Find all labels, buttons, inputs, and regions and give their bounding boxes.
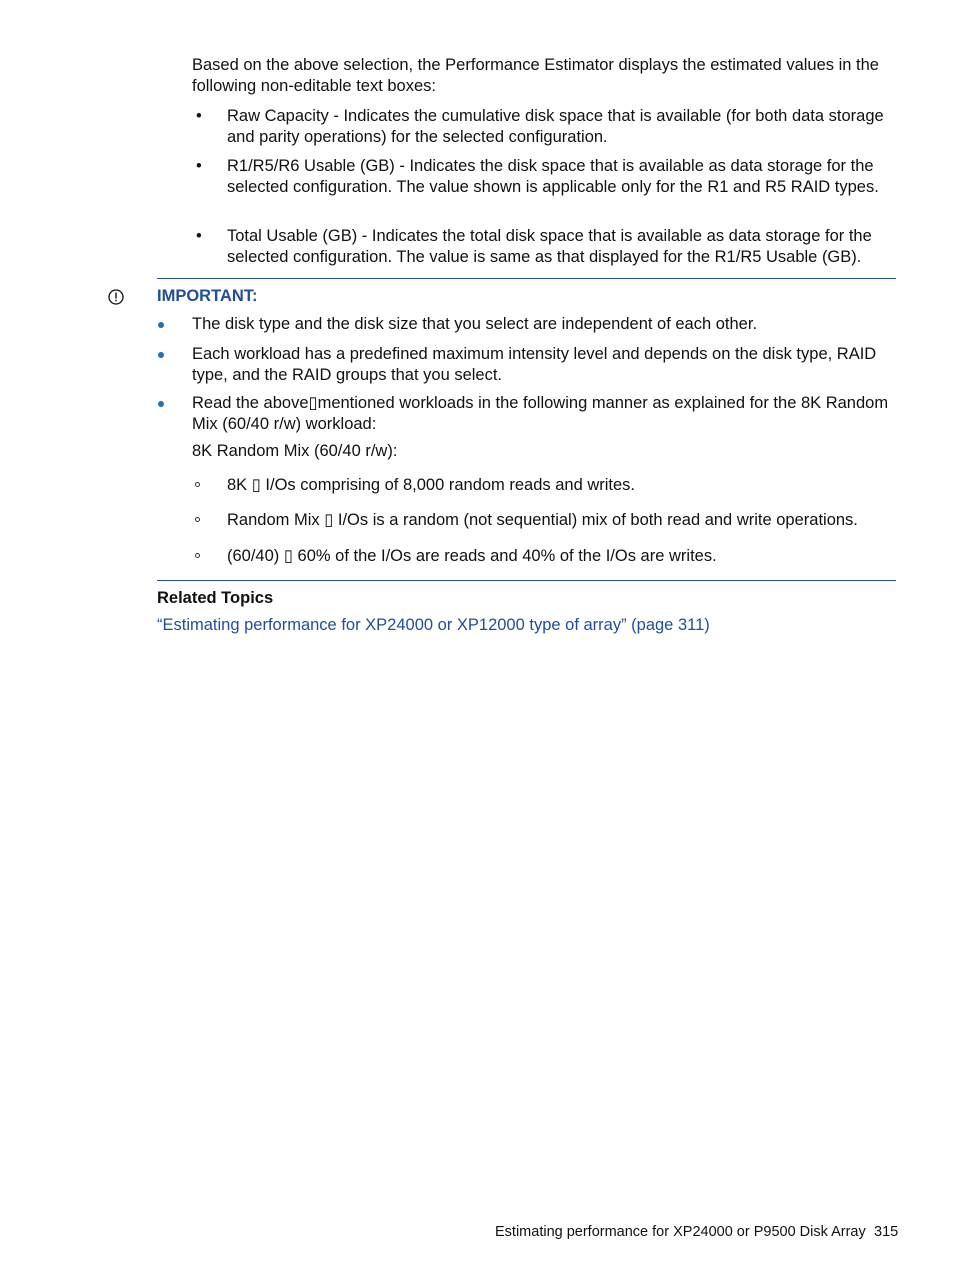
section-divider [157,580,896,581]
page-number: 315 [874,1224,899,1240]
workload-subheading: 8K Random Mix (60/40 r/w): [192,442,398,460]
bullet-icon: • [196,157,202,175]
list-item-text: Read the above▯mentioned workloads in the following manner as explained for the 8K Random Mix (60/40 r/w) workload: [192,394,889,433]
sub-list-item-text: (60/40) ▯ 60% of the I/Os are reads and 40% of the I/Os are writes. [227,547,717,565]
bullet-icon [158,401,164,407]
list-item-text: Total Usable (GB) - Indicates the total disk space that is available as data storage for the selected configuration. The value is same as that displayed for the R1/R5 Usable (GB). [227,227,872,266]
list-item-text: Each workload has a predefined maximum intensity level and depends on the disk type, RAID type, and the RAID groups that you select. [192,345,877,384]
list-item-text: The disk type and the disk size that you select are independent of each other. [192,315,758,333]
related-topics-heading: Related Topics [157,589,274,607]
important-heading: IMPORTANT: [157,287,258,305]
sub-list-item-text: 8K ▯ I/Os comprising of 8,000 random reads and writes. [227,476,636,494]
list-item-text: Raw Capacity - Indicates the cumulative disk space that is available (for both data storage and parity operations) for the selected configuration. [227,107,884,146]
hollow-bullet-icon [195,553,200,558]
bullet-icon: • [196,107,202,125]
section-divider [157,278,896,279]
bullet-icon [158,322,164,328]
bullet-icon: • [196,227,202,245]
intro-paragraph: Based on the above selection, the Performance Estimator displays the estimated values in the following non-editable text boxes: [192,56,879,95]
sub-list-item-text: Random Mix ▯ I/Os is a random (not sequential) mix of both read and write operations. [227,511,858,529]
hollow-bullet-icon [195,482,200,487]
list-item-text: R1/R5/R6 Usable (GB) - Indicates the disk space that is available as data storage for the selected configuration. The value shown is applicable only for the R1 and R5 RAID types. [227,157,879,196]
page-footer-title: Estimating performance for XP24000 or P9500 Disk Array [495,1224,866,1240]
exclamation-circle-icon [108,289,124,305]
hollow-bullet-icon [195,517,200,522]
bullet-icon [158,352,164,358]
related-topic-link[interactable]: “Estimating performance for XP24000 or XP12000 type of array” (page 311) [157,616,710,634]
